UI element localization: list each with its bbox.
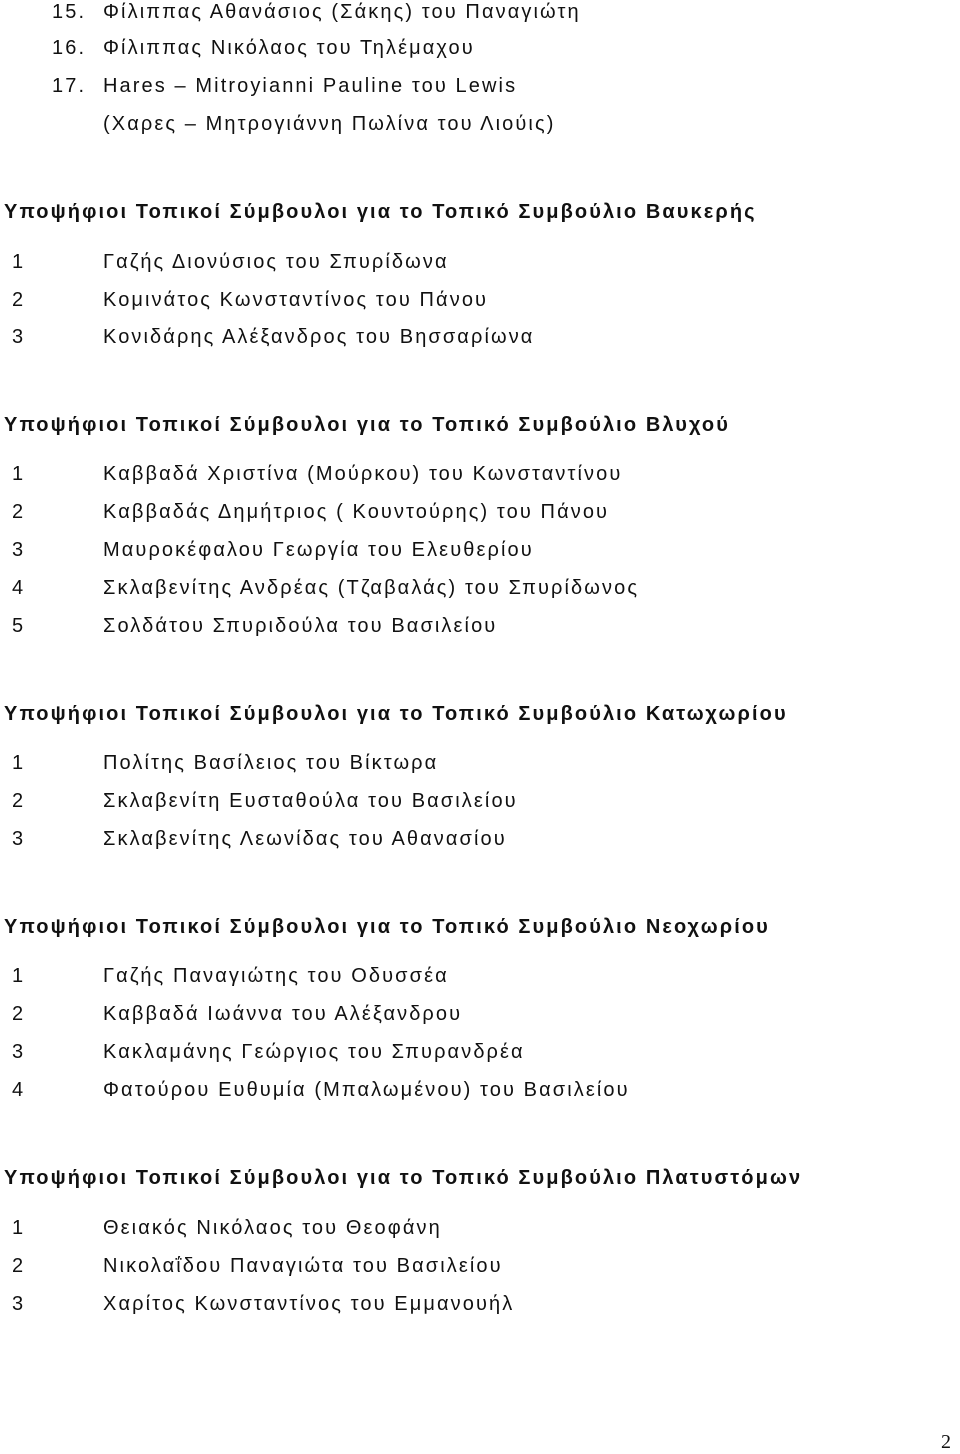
item-number: 3 — [12, 539, 26, 561]
candidate-name: Σκλαβενίτη Ευσταθούλα του Βασιλείου — [103, 790, 518, 812]
item-number: 1 — [12, 752, 26, 774]
section-heading: Υποψήφιοι Τοπικοί Σύμβουλοι για το Τοπικό Συμβούλιο Πλατυστόμων — [4, 1167, 803, 1189]
candidate-name: Σκλαβενίτης Λεωνίδας του Αθανασίου — [103, 828, 507, 850]
candidate-name: Σολδάτου Σπυριδούλα του Βασιλείου — [103, 615, 498, 637]
candidate-name: Καββαδάς Δημήτριος ( Κουντούρης) του Πάνου — [103, 501, 610, 523]
section-heading: Υποψήφιοι Τοπικοί Σύμβουλοι για το Τοπικό Συμβούλιο Βαυκερής — [4, 201, 757, 223]
item-number: 4 — [12, 1079, 26, 1101]
candidate-name: Γαζής Παναγιώτης του Οδυσσέα — [103, 965, 449, 987]
candidate-name: Καββαδά Ιωάννα του Αλέξανδρου — [103, 1003, 463, 1025]
page-number: 2 — [941, 1431, 951, 1453]
item-number: 4 — [12, 577, 26, 599]
item-number: 3 — [12, 326, 26, 348]
candidate-name: Θειακός Νικόλαος του Θεοφάνη — [103, 1217, 442, 1239]
item-number: 2 — [12, 501, 26, 523]
candidate-name: Μαυροκέφαλου Γεωργία του Ελευθερίου — [103, 539, 534, 561]
candidate-name: Καββαδά Χριστίνα (Μούρκου) του Κωνσταντίνου — [103, 463, 623, 485]
item-number: 15. — [52, 1, 87, 23]
candidate-name: Νικολαΐδου Παναγιώτα του Βασιλείου — [103, 1255, 503, 1277]
candidate-name: Φίλιππας Αθανάσιος (Σάκης) του Παναγιώτη — [103, 1, 581, 23]
item-number: 3 — [12, 1041, 26, 1063]
item-number: 2 — [12, 1255, 26, 1277]
item-number: 3 — [12, 1293, 26, 1315]
item-number: 16. — [52, 37, 87, 59]
item-number: 1 — [12, 463, 26, 485]
item-number: 1 — [12, 1217, 26, 1239]
item-number: 2 — [12, 790, 26, 812]
item-number: 1 — [12, 251, 26, 273]
candidate-name: Σκλαβενίτης Ανδρέας (Τζαβαλάς) του Σπυρίδωνος — [103, 577, 640, 599]
candidate-name: Hares – Mitroyianni Pauline του Lewis — [103, 75, 518, 97]
candidate-name: (Χαρες – Μητρογιάννη Πωλίνα του Λιούις) — [103, 113, 556, 135]
item-number: 5 — [12, 615, 26, 637]
item-number: 1 — [12, 965, 26, 987]
candidate-name: Χαρίτος Κωνσταντίνος του Εμμανουήλ — [103, 1293, 515, 1315]
candidate-name: Κομινάτος Κωνσταντίνος του Πάνου — [103, 289, 489, 311]
section-heading: Υποψήφιοι Τοπικοί Σύμβουλοι για το Τοπικό Συμβούλιο Κατωχωρίου — [4, 703, 788, 725]
item-number: 2 — [12, 289, 26, 311]
item-number: 3 — [12, 828, 26, 850]
section-heading: Υποψήφιοι Τοπικοί Σύμβουλοι για το Τοπικό Συμβούλιο Νεοχωρίου — [4, 916, 770, 938]
item-number: 17. — [52, 75, 87, 97]
candidate-name: Φατούρου Ευθυμία (Μπαλωμένου) του Βασιλείου — [103, 1079, 630, 1101]
item-number: 2 — [12, 1003, 26, 1025]
candidate-name: Φίλιππας Νικόλαος του Τηλέμαχου — [103, 37, 475, 59]
candidate-name: Γαζής Διονύσιος του Σπυρίδωνα — [103, 251, 449, 273]
section-heading: Υποψήφιοι Τοπικοί Σύμβουλοι για το Τοπικό Συμβούλιο Βλυχού — [4, 414, 730, 436]
candidate-name: Πολίτης Βασίλειος του Βίκτωρα — [103, 752, 439, 774]
candidate-name: Κονιδάρης Αλέξανδρος του Βησσαρίωνα — [103, 326, 535, 348]
candidate-name: Κακλαμάνης Γεώργιος του Σπυρανδρέα — [103, 1041, 525, 1063]
